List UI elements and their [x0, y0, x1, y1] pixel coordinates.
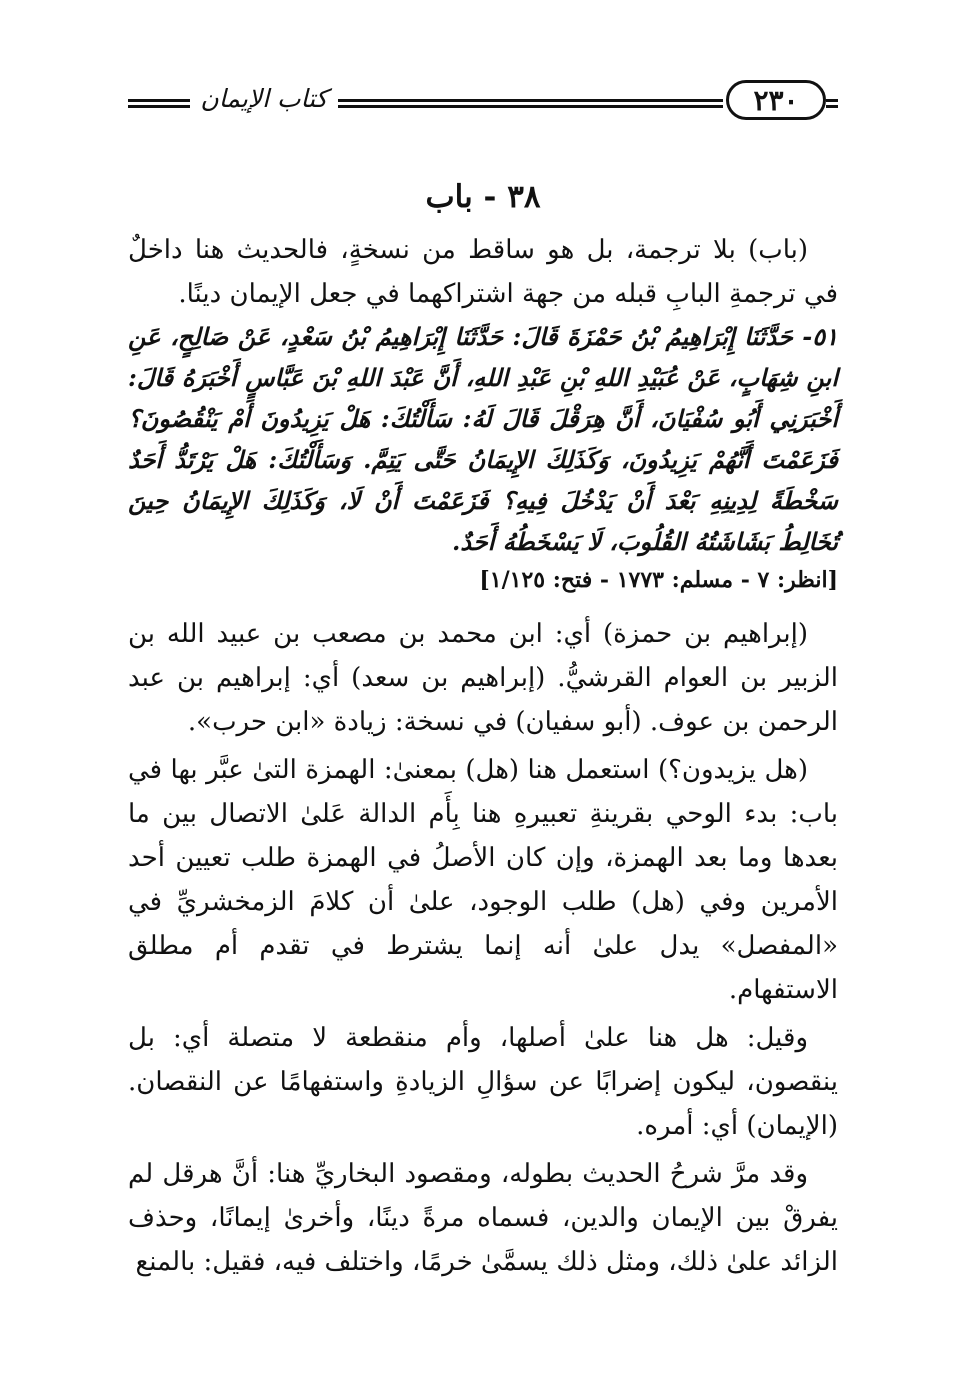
page-body [128, 170, 838, 1284]
header-rule-left [128, 99, 190, 109]
intro-paragraph: (باب) بلا ترجمة، بل هو ساقط من نسخةٍ، فالحديث هنا داخلٌ في ترجمةِ البابِ قبله من جهة اشتراكهما في جعل الإيمان دينًا. [128, 235, 838, 309]
hadith-reference: [انظر: ٧ - مسلم: ١٧٧٣ - فتح: ١/١٢٥] [479, 567, 838, 593]
commentary-paragraph: (هل يزيدون؟) استعمل هنا (هل) بمعنىٰ: الهمزة التىٰ عبَّر بها في باب: بدء الوحي بقرينةِ تعبيرهِ هنا بِأَم الدالة عَلىٰ الاتصال بين ما بعدها وما بعد الهمزة، وإن كان الأصلُ في الهمزة طلب تعيين أحد الأمرين وفي (هل) طلب الوجود، علىٰ أن كلامَ الزمخشريِّ في «المفصل» يدل علىٰ أنه إنما يشترط في تقدم أم مطلق الاستفهام. [128, 755, 838, 1005]
commentary-paragraph: وقيل: هل هنا علىٰ أصلها، وأم منقطعة لا متصلة أي: بل ينقصون، ليكون إضرابًا عن سؤالِ الزيادةِ واستفهامًا عن النقصان. (الإيمان) أي: أمره. [128, 1023, 838, 1141]
commentary-paragraph: (إبراهيم بن حمزة) أي: ابن محمد بن مصعب بن عبيد الله بن الزبير بن العوام القرشيُّ. (إبراهيم بن سعد) أي: إبراهيم بن عبد الرحمن بن عوف. (أبو سفيان) في نسخة: زيادة «ابن حرب». [128, 619, 838, 737]
hadith-text: ٥١- حَدَّثَنَا إِبْرَاهِيمُ بْنُ حَمْزَةَ قَالَ: حَدَّثَنَا إِبْرَاهِيمُ بْنُ سَعْدٍ، عَنْ صَالِحٍ، عَنِ ابنِ شِهَابٍ، عَنْ عُبَيْدِ اللهِ بْنِ عَبْدِ اللهِ، أَنَّ عَبْدَ اللهِ بْنَ عَبَّاسٍ أَخْبَرَهُ قَالَ: أَخْبَرَنِي أَبُو سُفْيَانَ، أَنَّ هِرَقْلَ قَالَ لَهُ: سَأَلْتُكَ: هَلْ يَزِيدُونَ أَمْ يَنْقُصُونَ؟ فَزَعَمْتَ أَنَّهُمْ يَزِيدُونَ، وَكَذَلِكَ الإِيمَانُ حَتَّى يَتِمَّ. وَسَأَلْتُكَ: هَلْ يَرْتَدُّ أَحَدٌ سَخْطَةً لِدِينِهِ بَعْدَ أَنْ يَدْخُلَ فِيهِ؟ فَزَعَمْتَ أَنْ لَا، وَكَذَلِكَ الإِيمَانُ حِينَ تُخَالِطُ بَشَاشَتُهُ القُلُوبَ، لَا يَسْخَطُهُ أَحَدٌ. [128, 322, 838, 556]
page-header [128, 78, 838, 128]
commentary-paragraph: وقد مرَّ شرحُ الحديث بطوله، ومقصود البخاريِّ هنا: أنَّ هرقل لم يفرقْ بين الإيمان والدين، فسماه مرةً دينًا، وأخرىٰ إيمانًا، وحذف الزائد علىٰ ذلك، ومثل ذلك يسمَّىٰ خرمًا، واختلف فيه، فقيل: بالمنع [128, 1159, 838, 1277]
running-title: كتاب الإيمان [200, 84, 328, 113]
page-number: ٢٣٠ [726, 80, 826, 120]
header-rule-right [826, 99, 838, 109]
header-rule-middle [338, 99, 723, 109]
chapter-title: ٣٨ - باب [425, 179, 541, 215]
